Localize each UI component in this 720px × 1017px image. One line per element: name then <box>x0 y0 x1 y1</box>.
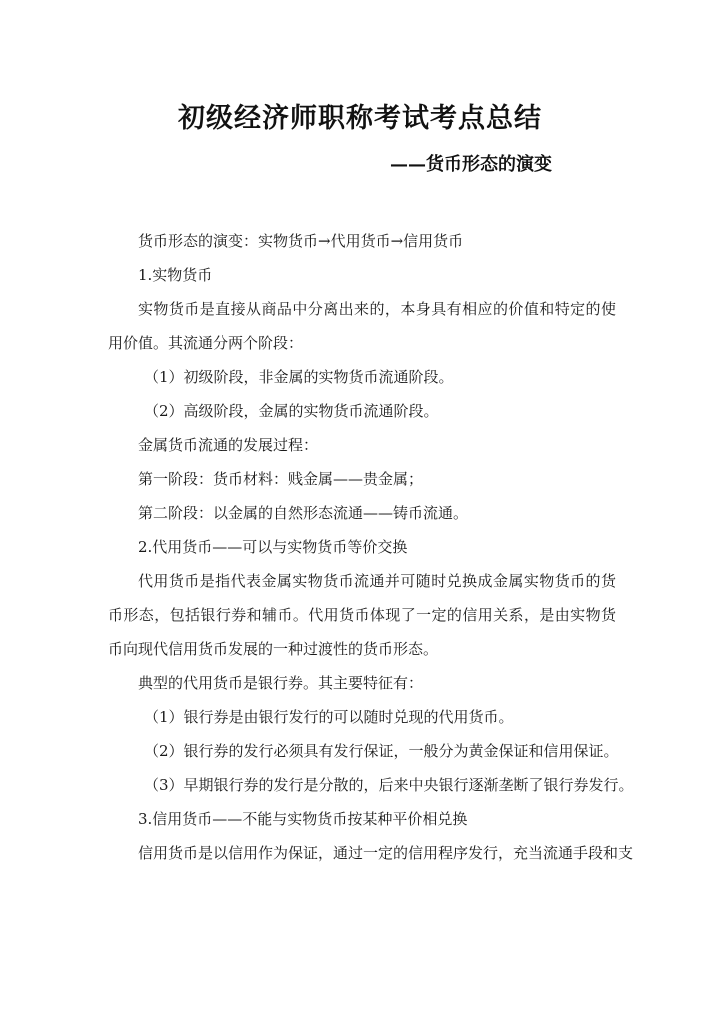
paragraph-physical-money: 实物货币是直接从商品中分离出来的，本身具有相应的价值和特定的使用价值。其流通分两个阶段： <box>108 300 616 352</box>
section-heading-1: 1.实物货币 <box>138 266 213 284</box>
list-item: （2）银行券的发行必须具有发行保证，一般分为黄金保证和信用保证。 <box>144 742 619 760</box>
paragraph-stage-2: 第二阶段：以金属的自然形态流通——铸币流通。 <box>138 504 469 522</box>
list-item: （1）银行券是由银行发行的可以随时兑现的代用货币。 <box>144 708 514 726</box>
list-item: （1）初级阶段，非金属的实物货币流通阶段。 <box>144 368 454 386</box>
section-heading-3: 3.信用货币——不能与实物货币按某种平价相兑换 <box>138 810 468 828</box>
paragraph-credit-money: 信用货币是以信用作为保证，通过一定的信用程序发行，充当流通手段和支 <box>138 844 634 862</box>
paragraph-banknote: 典型的代用货币是银行券。其主要特征有： <box>138 674 424 692</box>
paragraph-intro: 货币形态的演变：实物货币→代用货币→信用货币 <box>138 232 464 250</box>
section-heading-2: 2.代用货币——可以与实物货币等价交换 <box>138 538 408 556</box>
paragraph-metal-money: 金属货币流通的发展过程： <box>138 436 319 454</box>
document-body <box>108 224 634 870</box>
page-title: 初级经济师职称考试考点总结 <box>178 103 542 134</box>
paragraph-representative-money: 代用货币是指代表金属实物货币流通并可随时兑换成金属实物货币的货币形态，包括银行券和辅币。代用货币体现了一定的信用关系，是由实物货币向现代信用货币发展的一种过渡性的货币形态。 <box>108 572 616 658</box>
paragraph-stage-1: 第一阶段：货币材料：贱金属——贵金属； <box>138 470 424 488</box>
page-subtitle: ——货币形态的演变 <box>390 154 552 175</box>
list-item: （2）高级阶段，金属的实物货币流通阶段。 <box>144 402 439 420</box>
list-item: （3）早期银行券的发行是分散的，后来中央银行逐渐垄断了银行券发行。 <box>144 776 634 794</box>
